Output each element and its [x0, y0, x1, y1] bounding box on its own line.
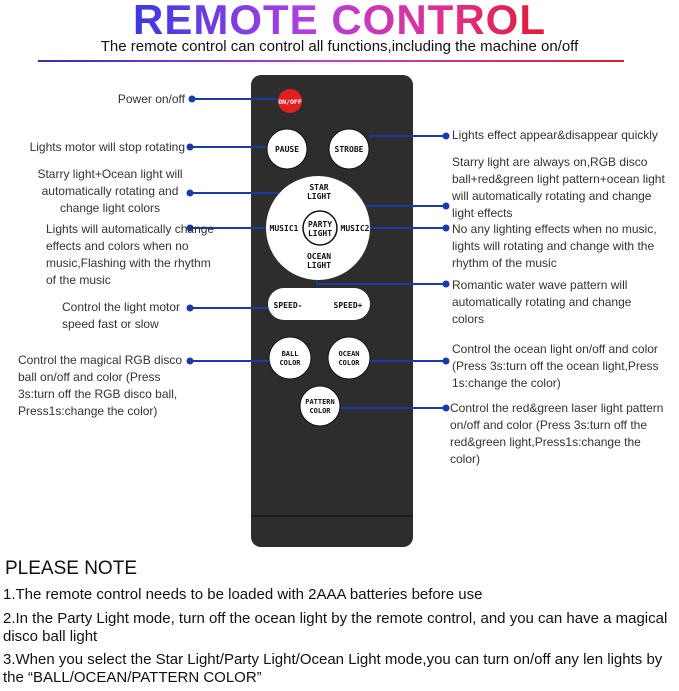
star-light-button[interactable]: [307, 183, 331, 201]
ocean-light-button[interactable]: [307, 252, 331, 270]
note-item: 1.The remote control needs to be loaded with 2AAA batteries before use: [3, 586, 483, 603]
label-ball-color: Control the magical RGB disco ball on/off and color (Press 3s:turn off the RGB disco ball, Press1s:change the color): [18, 353, 183, 418]
svg-text:LIGHT: LIGHT: [306, 192, 332, 201]
subtitle: The remote control can control all functions,including the machine on/off: [100, 38, 579, 55]
label-pattern-color: Control the red&green laser light pattern on/off and color (Press 3s:turn off the red&green light,Press1s:change the color): [450, 401, 664, 466]
note-item: 3.When you select the Star Light/Party Light/Ocean Light mode,you can turn on/off any len lights by the “BALL/OCEAN/PATTERN COLOR”: [3, 651, 663, 686]
pause-button[interactable]: [267, 129, 307, 169]
music1-button[interactable]: [270, 224, 299, 233]
ocean-color-button[interactable]: [328, 337, 370, 379]
label-speed: Control the light motor speed fast or slow: [62, 300, 181, 331]
ball-color-button[interactable]: [269, 337, 311, 379]
svg-text:PAUSE: PAUSE: [274, 145, 300, 154]
label-strobe: Lights effect appear&disappear quickly: [452, 128, 658, 142]
svg-text:LIGHT: LIGHT: [306, 261, 332, 270]
label-star-light: Starry light+Ocean light will automatically rotating and change light colors: [37, 167, 183, 215]
party-light-button[interactable]: [303, 211, 337, 245]
svg-text:OCEAN: OCEAN: [338, 350, 360, 358]
pattern-color-button[interactable]: [300, 386, 340, 426]
label-party-light: Starry light are always on,RGB disco ball+red&green light pattern+ocean light will automatically rotating and change light effects: [452, 155, 665, 220]
svg-text:BALL: BALL: [281, 350, 299, 358]
speed-minus-button[interactable]: SPEED-: [273, 301, 303, 310]
svg-text:MUSIC2: MUSIC2: [340, 224, 370, 233]
note-item: 2.In the Party Light mode, turn off the ocean light by the remote control, and you can have a magical disco ball light: [3, 610, 668, 645]
label-ocean-color: Control the ocean light on/off and color (Press 3s:turn off the ocean light,Press 1s:change the color): [452, 342, 659, 390]
strobe-button[interactable]: [329, 129, 369, 169]
svg-text:STAR: STAR: [309, 183, 329, 192]
page-title: REMOTE CONTROL: [0, 0, 679, 44]
svg-text:ON/OFF: ON/OFF: [278, 98, 302, 106]
svg-text:STROBE: STROBE: [334, 145, 364, 154]
on-off-button[interactable]: [278, 89, 302, 113]
music2-button[interactable]: [341, 224, 370, 233]
speed-plus-button[interactable]: SPEED+: [333, 301, 363, 310]
svg-text:MUSIC1: MUSIC1: [269, 224, 299, 233]
label-power: Power on/off: [117, 92, 185, 106]
svg-text:PATTERN: PATTERN: [305, 398, 335, 406]
svg-text:OCEAN: OCEAN: [306, 252, 332, 261]
svg-text:COLOR: COLOR: [309, 407, 331, 415]
label-ocean-light: Romantic water wave pattern will automatically rotating and change colors: [452, 278, 632, 326]
svg-text:COLOR: COLOR: [338, 359, 360, 367]
svg-text:COLOR: COLOR: [279, 359, 301, 367]
label-pause: Lights motor will stop rotating: [29, 140, 185, 154]
svg-text:PARTY: PARTY: [307, 220, 333, 229]
label-music2: No any lighting effects when no music, lights will rotating and change with the rhythm of the music: [452, 222, 657, 270]
svg-text:LIGHT: LIGHT: [307, 229, 333, 238]
label-music1: Lights will automatically change effects and colors when no music,Flashing with the rhythm of the music: [46, 222, 215, 287]
notes-title: PLEASE NOTE: [5, 558, 137, 579]
